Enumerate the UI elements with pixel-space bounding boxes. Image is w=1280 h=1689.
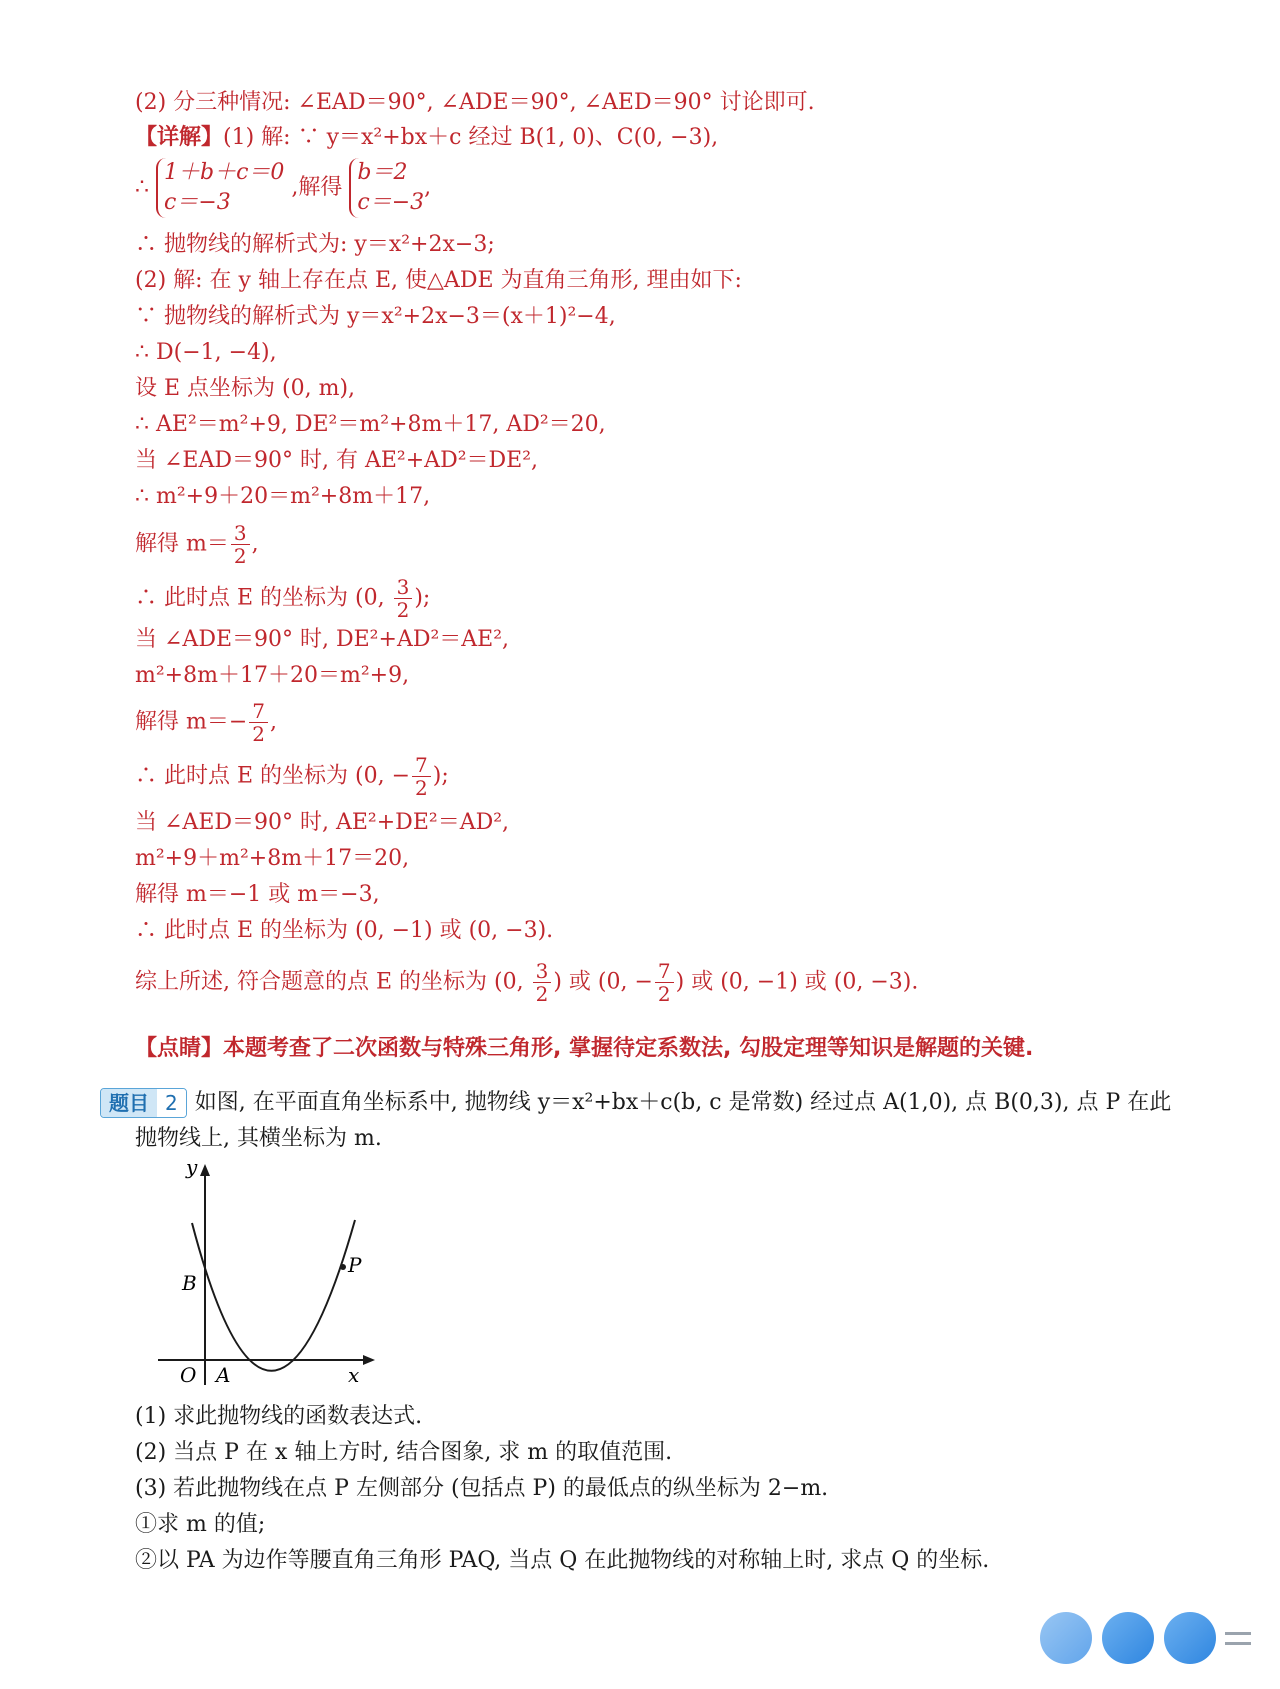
set-e-line: 设 E 点坐标为 (0, m), bbox=[135, 376, 356, 401]
fraction-numerator: 7 bbox=[655, 960, 674, 983]
case2-point-pre: ∴ 此时点 E 的坐标为 (0, − bbox=[135, 763, 411, 789]
case3-solution: 解得 m＝−1 或 m＝−3, bbox=[135, 882, 380, 907]
system1-eq-b: c＝−3 bbox=[164, 190, 231, 215]
fraction-3-over-2 bbox=[533, 960, 552, 1005]
decoration-circle bbox=[1040, 1612, 1092, 1664]
fraction-denominator: 2 bbox=[396, 598, 410, 622]
fraction-3-over-2 bbox=[231, 522, 250, 567]
decoration-bar bbox=[1225, 1632, 1251, 1635]
fraction-7-over-2 bbox=[655, 960, 674, 1005]
fraction-7-over-2 bbox=[249, 700, 268, 745]
fraction-7-over-2 bbox=[412, 754, 431, 799]
parabola-graph bbox=[150, 1160, 390, 1390]
system2-eq-a: b＝2 bbox=[357, 160, 408, 185]
detail-intro-line bbox=[135, 123, 718, 153]
problem2-stem-2: 抛物线上, 其横坐标为 m. bbox=[135, 1126, 382, 1151]
y-axis bbox=[200, 1164, 210, 1385]
point-b-label: B bbox=[182, 1271, 197, 1295]
fraction-numerator: 3 bbox=[533, 960, 552, 983]
hint-line: (2) 分三种情况: ∠EAD＝90°, ∠ADE＝90°, ∠AED＝90° 讨论即可. bbox=[135, 90, 815, 115]
decoration-bar bbox=[1225, 1642, 1251, 1645]
axis-label-y: y bbox=[186, 1160, 198, 1179]
decoration-circle bbox=[1102, 1612, 1154, 1664]
summary-line bbox=[135, 960, 918, 1005]
axis-label-x: x bbox=[348, 1363, 360, 1387]
fraction-numerator: 7 bbox=[412, 754, 431, 777]
case1-point bbox=[135, 576, 430, 621]
case1-point-post: ); bbox=[414, 585, 431, 611]
system-line bbox=[135, 158, 431, 220]
comment-tag: 【点睛】 bbox=[135, 1036, 224, 1061]
badge-number: 2 bbox=[157, 1089, 186, 1117]
case1-solution-pre: 解得 m＝ bbox=[135, 531, 229, 557]
fraction-numerator: 7 bbox=[249, 700, 268, 723]
system2-eq-b: c＝−3 bbox=[357, 190, 425, 215]
question-3-sub-2: ②以 PA 为边作等腰直角三角形 PAQ, 当点 Q 在此抛物线的对称轴上时, 求点 Q 的坐标. bbox=[135, 1548, 990, 1573]
part2-line: (2) 解: 在 y 轴上存在点 E, 使△ADE 为直角三角形, 理由如下: bbox=[135, 268, 742, 293]
point-p-marker bbox=[340, 1264, 346, 1270]
fraction-denominator: 2 bbox=[252, 722, 266, 746]
problem-badge bbox=[100, 1088, 187, 1118]
problem2-header bbox=[100, 1088, 1171, 1118]
parabola-curve bbox=[192, 1220, 355, 1371]
case3-line: 当 ∠AED＝90° 时, AE²+DE²＝AD², bbox=[135, 810, 510, 835]
fraction-denominator: 2 bbox=[233, 544, 247, 568]
fraction-3-over-2 bbox=[394, 576, 413, 621]
case3-equation: m²+9＋m²+8m＋17＝20, bbox=[135, 846, 410, 871]
summary-post: ) 或 (0, −1) 或 (0, −3). bbox=[675, 969, 919, 995]
case2-equation: m²+8m＋17＋20＝m²+9, bbox=[135, 663, 410, 688]
fraction-numerator: 3 bbox=[394, 576, 413, 599]
problem2-stem-1: 如图, 在平面直角坐标系中, 抛物线 y＝x²+bx＋c(b, c 是常数) 经过点 A(1,0), 点 B(0,3), 点 P 在此 bbox=[194, 1090, 1172, 1115]
case1-solution-post: , bbox=[251, 531, 259, 557]
decoration-circle bbox=[1164, 1612, 1216, 1664]
detail-intro-text: (1) 解: ∵ y＝x²+bx＋c 经过 B(1, 0)、C(0, −3), bbox=[223, 125, 719, 150]
question-3-sub-1: ①求 m 的值; bbox=[135, 1512, 266, 1537]
point-a-label: A bbox=[216, 1363, 231, 1387]
badge-label: 题目 bbox=[101, 1089, 157, 1117]
fraction-denominator: 2 bbox=[535, 982, 549, 1006]
therefore-symbol: ∴ bbox=[135, 175, 149, 200]
system-mid-text: ,解得 bbox=[291, 175, 343, 200]
detail-tag: 【详解】 bbox=[135, 125, 224, 150]
origin-label: O bbox=[180, 1363, 197, 1387]
fraction-denominator: 2 bbox=[657, 982, 671, 1006]
question-2: (2) 当点 P 在 x 轴上方时, 结合图象, 求 m 的取值范围. bbox=[135, 1440, 673, 1465]
fraction-denominator: 2 bbox=[415, 776, 428, 800]
summary-pre: 综上所述, 符合题意的点 E 的坐标为 (0, bbox=[135, 969, 531, 995]
vertex-form-line: ∵ 抛物线的解析式为 y＝x²+2x−3＝(x＋1)²−4, bbox=[135, 304, 616, 329]
question-1: (1) 求此抛物线的函数表达式. bbox=[135, 1404, 423, 1429]
fraction-numerator: 3 bbox=[231, 522, 250, 545]
equation-system-2 bbox=[349, 158, 424, 218]
comment-text: 本题考查了二次函数与特殊三角形, 掌握待定系数法, 勾股定理等知识是解题的关键. bbox=[223, 1036, 1034, 1061]
system1-eq-a: 1＋b＋c＝0 bbox=[164, 160, 285, 185]
question-3: (3) 若此抛物线在点 P 左侧部分 (包括点 P) 的最低点的纵坐标为 2−m. bbox=[135, 1476, 829, 1501]
case2-solution bbox=[135, 700, 277, 745]
distance-line: ∴ AE²＝m²+9, DE²＝m²+8m＋17, AD²＝20, bbox=[135, 412, 606, 437]
parabola-line: ∴ 抛物线的解析式为: y＝x²+2x−3; bbox=[135, 232, 495, 257]
case1-line: 当 ∠EAD＝90° 时, 有 AE²+AD²＝DE², bbox=[135, 448, 539, 473]
case2-solution-pre: 解得 m＝− bbox=[135, 709, 248, 735]
case1-point-pre: ∴ 此时点 E 的坐标为 (0, bbox=[135, 585, 392, 611]
point-p-label: P bbox=[348, 1253, 362, 1277]
case3-point: ∴ 此时点 E 的坐标为 (0, −1) 或 (0, −3). bbox=[135, 918, 554, 943]
case1-solution bbox=[135, 522, 259, 567]
equation-system-1 bbox=[156, 158, 284, 218]
case1-equation: ∴ m²+9＋20＝m²+8m＋17, bbox=[135, 484, 431, 509]
point-d-line: ∴ D(−1, −4), bbox=[135, 340, 277, 365]
case2-point-post: ); bbox=[432, 763, 449, 789]
case2-point bbox=[135, 754, 449, 799]
summary-mid: ) 或 (0, − bbox=[553, 969, 653, 995]
case2-solution-post: , bbox=[270, 709, 278, 735]
comment-line bbox=[135, 1034, 1033, 1064]
system-end-text: , bbox=[424, 175, 432, 200]
case2-line: 当 ∠ADE＝90° 时, DE²+AD²＝AE², bbox=[135, 627, 510, 652]
